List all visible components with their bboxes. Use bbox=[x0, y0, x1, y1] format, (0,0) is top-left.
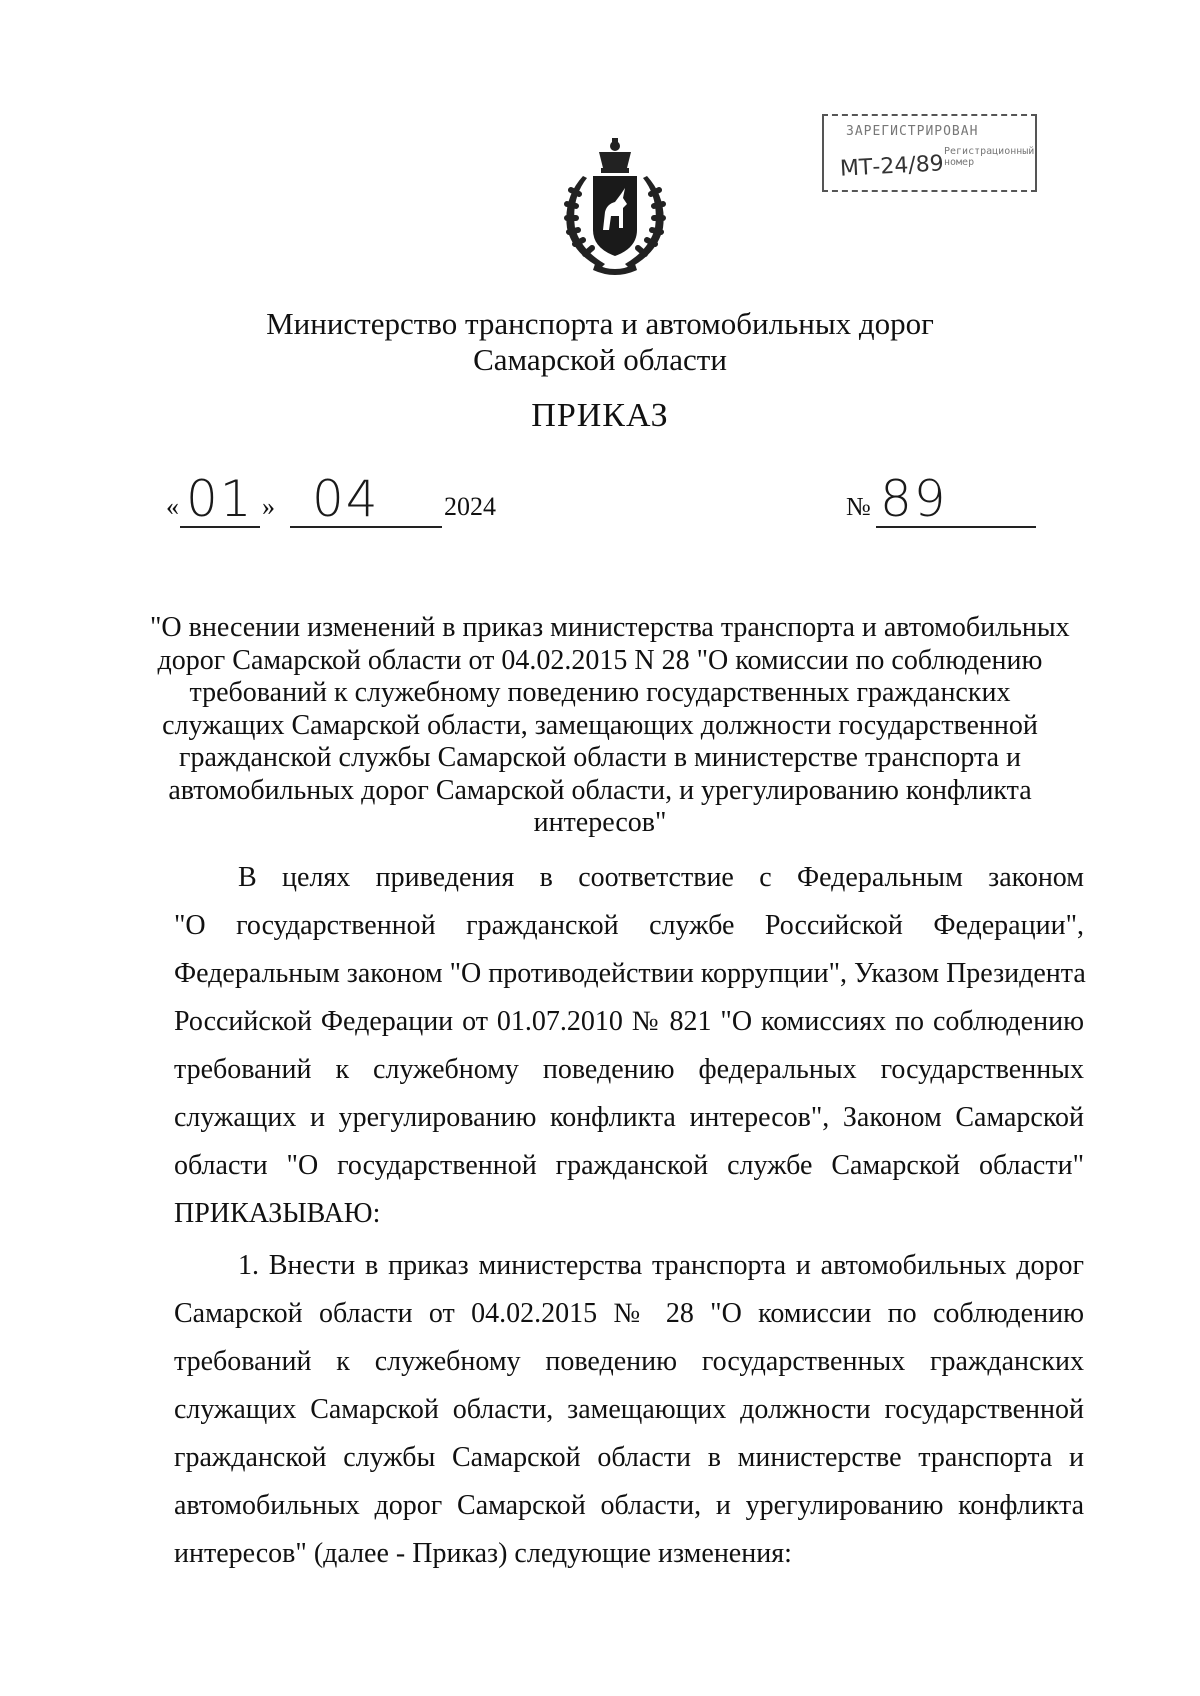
date-number-line bbox=[0, 470, 1200, 540]
body-line: Российской Федерации от 01.07.2010 № 821 "О комиссиях по соблюдению bbox=[174, 1006, 1084, 1037]
body-line: служащих Самарской области, замещающих должности государственной bbox=[174, 1394, 1084, 1425]
date-open-quote: « bbox=[166, 492, 179, 521]
order-number: 89 bbox=[880, 470, 948, 528]
body-line: требований к служебному поведению федеральных государственных bbox=[174, 1054, 1084, 1085]
ministry-name-line1: Министерство транспорта и автомобильных дорог bbox=[266, 306, 934, 341]
date-year: 2024 bbox=[444, 492, 496, 521]
body-line: Федеральным законом "О противодействии коррупции", Указом Президента bbox=[174, 958, 1086, 989]
ministry-name-line2: Самарской области bbox=[473, 342, 727, 377]
order-command: ПРИКАЗЫВАЮ: bbox=[174, 1198, 381, 1229]
coat-of-arms-icon bbox=[557, 138, 673, 278]
number-sign: № bbox=[846, 492, 871, 521]
title-line: требований к служебному поведению государственных гражданских bbox=[189, 677, 1011, 708]
body-line: интересов" (далее - Приказ) следующие изменения: bbox=[174, 1538, 792, 1569]
date-close-quote: » bbox=[262, 492, 275, 521]
body-line: Самарской области от 04.02.2015 № 28 "О комиссии по соблюдению bbox=[174, 1298, 1084, 1329]
title-line: служащих Самарской области, замещающих должности государственной bbox=[162, 709, 1038, 741]
date-day: 01 bbox=[186, 470, 254, 528]
registration-stamp bbox=[822, 114, 1037, 192]
title-line: дорог Самарской области от 04.02.2015 N 28 "О комиссии по соблюдению bbox=[157, 644, 1043, 676]
body-line: автомобильных дорог Самарской области, и урегулированию конфликта bbox=[174, 1490, 1084, 1521]
body-line: гражданской службы Самарской области в министерстве транспорта и bbox=[174, 1442, 1084, 1473]
body-line: В целях приведения в соответствие с Федеральным законом bbox=[238, 862, 1084, 893]
body-line: служащих и урегулированию конфликта интересов", Законом Самарской bbox=[174, 1102, 1084, 1133]
body-line: 1. Внести в приказ министерства транспорта и автомобильных дорог bbox=[238, 1250, 1084, 1281]
stamp-reg-number: МТ-24/89 bbox=[839, 151, 945, 182]
title-line: "О внесении изменений в приказ министерства транспорта и автомобильных bbox=[150, 612, 1070, 643]
body-line: требований к служебному поведению государственных гражданских bbox=[174, 1346, 1084, 1377]
document-type: ПРИКАЗ bbox=[531, 397, 669, 434]
order-title bbox=[150, 612, 1070, 840]
month-underline bbox=[290, 526, 442, 528]
number-underline bbox=[876, 526, 1036, 528]
body-line: "О государственной гражданской службе Российской Федерации", bbox=[174, 910, 1084, 941]
day-underline bbox=[180, 526, 260, 528]
title-line: автомобильных дорог Самарской области, и урегулированию конфликта bbox=[168, 774, 1032, 806]
stamp-subtitle: Регистрационный номер bbox=[944, 146, 1035, 168]
title-line: гражданской службы Самарской области в министерстве транспорта и bbox=[179, 742, 1021, 773]
title-line: интересов" bbox=[533, 807, 667, 838]
date-month: 04 bbox=[312, 470, 380, 528]
stamp-title: ЗАРЕГИСТРИРОВАН bbox=[846, 124, 979, 139]
body-line: области "О государственной гражданской службе Самарской области" bbox=[174, 1150, 1084, 1181]
